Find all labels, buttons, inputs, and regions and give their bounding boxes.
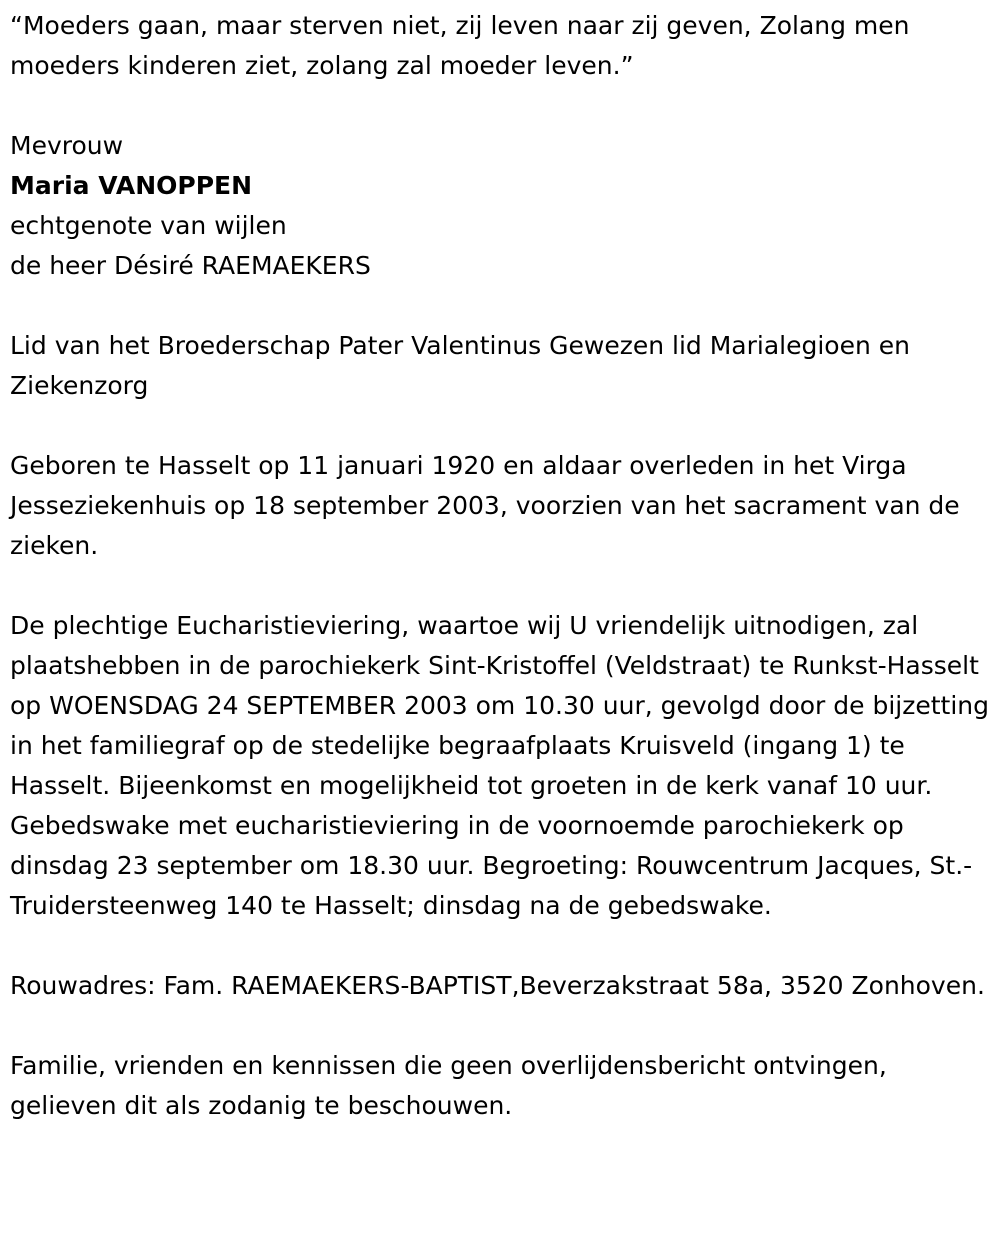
opening-quote: “Moeders gaan, maar sterven niet, zij leven naar zij geven, Zolang men moeders kinderen ziet, zolang zal moeder leven.” <box>10 11 910 80</box>
deceased-name: Maria VANOPPEN <box>10 171 253 200</box>
spacer <box>10 1006 990 1046</box>
obituary-document <box>10 6 990 1126</box>
memberships-paragraph: Lid van het Broederschap Pater Valentinus Gewezen lid Marialegioen en Ziekenzorg <box>10 331 910 400</box>
spacer <box>10 86 990 126</box>
spouse-intro: echtgenote van wijlen <box>10 211 287 240</box>
birth-death-paragraph: Geboren te Hasselt op 11 januari 1920 en aldaar overleden in het Virga Jesseziekenhuis op 18 september 2003, voorzien van het sacrament van de zieken. <box>10 451 960 560</box>
salutation: Mevrouw <box>10 131 124 160</box>
spacer <box>10 406 990 446</box>
spouse-name: de heer Désiré RAEMAEKERS <box>10 251 371 280</box>
spacer <box>10 566 990 606</box>
spacer <box>10 286 990 326</box>
spacer <box>10 926 990 966</box>
closing-note: Familie, vrienden en kennissen die geen overlijdensbericht ontvingen, gelieven dit als zodanig te beschouwen. <box>10 1051 887 1120</box>
ceremony-paragraph: De plechtige Eucharistieviering, waartoe wij U vriendelijk uitnodigen, zal plaatshebben in de parochiekerk Sint-Kristoffel (Veldstraat) te Runkst-Hasselt op WOENSDAG 24 SEPTEMBER 2003 om 10.30 uur, gevolgd door de bijzetting in het familiegraf op de stedelijke begraafplaats Kruisveld (ingang 1) te Hasselt. Bijeenkomst en mogelijkheid tot groeten in de kerk vanaf 10 uur. Gebedswake met eucharistieviering in de voornoemde parochiekerk op dinsdag 23 september om 18.30 uur. Begroeting: Rouwcentrum Jacques, St.-Truidersteenweg 140 te Hasselt; dinsdag na de gebedswake. <box>10 611 989 920</box>
mourning-address: Rouwadres: Fam. RAEMAEKERS-BAPTIST,Beverzakstraat 58a, 3520 Zonhoven. <box>10 971 985 1000</box>
